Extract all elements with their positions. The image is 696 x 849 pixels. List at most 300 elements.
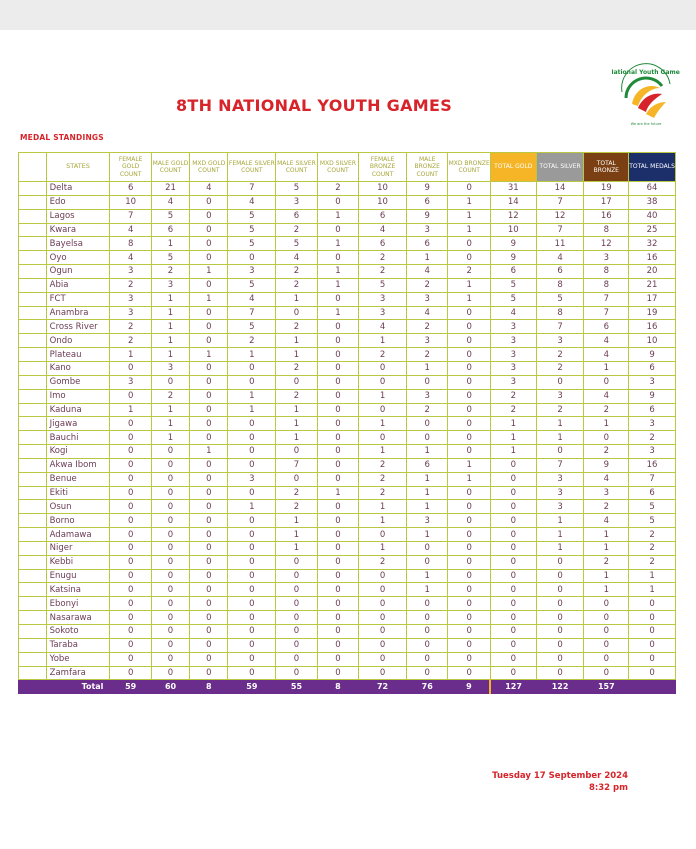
medal-count: 0 [190,209,228,223]
medal-count: 0 [490,541,536,555]
medal-count: 0 [317,389,358,403]
table-row [19,583,676,597]
medal-count: 0 [536,625,584,639]
totals-label: Total [46,680,110,694]
total-male-gold: 60 [151,680,189,694]
medal-count: 0 [276,555,317,569]
header-female-silver: FEMALE SILVER COUNT [228,153,276,182]
state-name: Bauchi [46,431,110,445]
medal-count: 0 [317,500,358,514]
medal-count: 20 [629,265,676,279]
medal-count: 0 [190,431,228,445]
medal-count: 0 [228,361,276,375]
medal-count: 0 [490,611,536,625]
medal-count: 1 [228,500,276,514]
row-spacer [19,652,47,666]
medal-count: 2 [151,389,189,403]
medal-count: 2 [359,265,407,279]
medal-count: 1 [228,403,276,417]
state-name: Ebonyi [46,597,110,611]
medal-count: 0 [448,306,491,320]
medal-count: 1 [359,334,407,348]
state-name: Kwara [46,223,110,237]
medal-count: 16 [629,458,676,472]
medal-count: 2 [490,403,536,417]
medal-count: 1 [190,292,228,306]
medal-count: 0 [584,597,629,611]
medal-count: 0 [110,541,151,555]
medal-count: 25 [629,223,676,237]
total-total-bronze: 157 [584,680,629,694]
header-total-medals: TOTAL MEDALS [629,153,676,182]
medal-count: 5 [490,278,536,292]
medal-count: 0 [317,375,358,389]
medal-count: 3 [276,195,317,209]
medal-count: 1 [317,237,358,251]
medal-count: 0 [190,403,228,417]
medal-count: 0 [629,611,676,625]
state-name: Osun [46,500,110,514]
table-row [19,223,676,237]
medal-count: 0 [359,652,407,666]
medal-count: 0 [490,555,536,569]
medal-count: 3 [584,486,629,500]
medal-count: 1 [584,528,629,542]
medal-count: 1 [276,348,317,362]
medal-count: 0 [151,555,189,569]
medal-count: 2 [584,445,629,459]
medal-count: 31 [490,182,536,196]
medal-count: 0 [359,403,407,417]
medal-count: 2 [629,541,676,555]
medal-count: 1 [406,500,447,514]
table-row [19,251,676,265]
medal-count: 0 [276,583,317,597]
medal-count: 0 [448,251,491,265]
medal-count: 0 [190,528,228,542]
medal-count: 1 [276,541,317,555]
medal-count: 0 [276,472,317,486]
table-row [19,638,676,652]
medal-count: 0 [490,583,536,597]
medal-count: 0 [406,611,447,625]
medal-count: 0 [276,375,317,389]
medal-count: 5 [228,209,276,223]
medal-count: 0 [110,417,151,431]
medal-count: 0 [317,472,358,486]
medal-count: 2 [276,486,317,500]
medal-count: 0 [190,583,228,597]
medal-count: 0 [317,292,358,306]
medal-count: 5 [228,237,276,251]
medal-count: 3 [536,389,584,403]
medal-count: 0 [228,528,276,542]
medal-count: 0 [190,361,228,375]
medal-count: 0 [110,555,151,569]
row-spacer [19,555,47,569]
medal-count: 7 [629,472,676,486]
medal-count: 10 [629,334,676,348]
state-name: Kebbi [46,555,110,569]
medal-count: 3 [490,320,536,334]
medal-count: 2 [359,251,407,265]
medal-count: 0 [151,583,189,597]
medal-count: 0 [151,611,189,625]
state-name: Enugu [46,569,110,583]
medal-count: 1 [359,445,407,459]
medal-count: 2 [359,458,407,472]
medal-count: 0 [536,555,584,569]
medal-count: 0 [406,541,447,555]
medal-count: 0 [317,625,358,639]
medal-count: 0 [317,403,358,417]
medal-count: 3 [406,292,447,306]
row-spacer [19,251,47,265]
medal-count: 1 [584,583,629,597]
table-row [19,500,676,514]
table-row [19,611,676,625]
table-row [19,209,676,223]
medal-count: 12 [490,209,536,223]
state-name: FCT [46,292,110,306]
medal-count: 0 [110,445,151,459]
header-male-gold: MALE GOLD COUNT [151,153,189,182]
row-spacer [19,541,47,555]
medal-count: 1 [190,445,228,459]
row-spacer [19,292,47,306]
medal-count: 0 [359,569,407,583]
medal-count: 8 [584,265,629,279]
row-spacer [19,638,47,652]
medal-count: 0 [190,638,228,652]
medal-count: 0 [151,445,189,459]
medal-count: 1 [406,445,447,459]
state-name: Borno [46,514,110,528]
medal-count: 3 [110,265,151,279]
medal-count: 2 [359,472,407,486]
medal-count: 0 [228,611,276,625]
medal-count: 5 [629,514,676,528]
medal-count: 0 [190,375,228,389]
medal-count: 17 [584,195,629,209]
medal-count: 0 [317,458,358,472]
totals-spacer [19,680,47,694]
medal-count: 0 [584,666,629,680]
medal-count: 0 [276,597,317,611]
medal-count: 0 [110,361,151,375]
medal-count: 2 [406,403,447,417]
medal-count: 1 [448,223,491,237]
medal-count: 32 [629,237,676,251]
medal-count: 3 [110,292,151,306]
medal-count: 2 [276,265,317,279]
medal-count: 0 [448,334,491,348]
medal-count: 0 [629,638,676,652]
page-subtitle: MEDAL STANDINGS [20,133,104,142]
medal-count: 14 [490,195,536,209]
medal-count: 1 [490,445,536,459]
medal-count: 3 [536,486,584,500]
medal-count: 0 [190,472,228,486]
medal-count: 3 [406,389,447,403]
top-bar [0,0,696,30]
medal-count: 0 [536,569,584,583]
medal-count: 1 [276,514,317,528]
medal-count: 0 [317,611,358,625]
medal-count: 2 [359,555,407,569]
medal-count: 2 [406,278,447,292]
row-spacer [19,486,47,500]
header-mxd-gold: MXD GOLD COUNT [190,153,228,182]
header-total-gold: TOTAL GOLD [490,153,536,182]
medal-count: 5 [228,320,276,334]
header-female-gold: FEMALE GOLD COUNT [110,153,151,182]
medal-count: 0 [490,638,536,652]
medal-count: 0 [190,500,228,514]
medal-count: 16 [584,209,629,223]
medal-count: 0 [536,597,584,611]
medal-count: 0 [110,389,151,403]
table-row [19,528,676,542]
state-name: Taraba [46,638,110,652]
medal-count: 0 [448,569,491,583]
medal-count: 2 [584,555,629,569]
medal-count: 0 [110,514,151,528]
medal-count: 0 [190,334,228,348]
medal-count: 1 [151,306,189,320]
medal-count: 0 [190,223,228,237]
medal-count: 2 [110,334,151,348]
medal-count: 3 [536,472,584,486]
row-spacer [19,500,47,514]
table-row [19,625,676,639]
medal-count: 1 [406,583,447,597]
medal-count: 1 [536,417,584,431]
medal-count: 2 [151,265,189,279]
medal-count: 40 [629,209,676,223]
medal-count: 1 [584,417,629,431]
medal-count: 0 [584,375,629,389]
report-timestamp [492,770,628,794]
row-spacer [19,431,47,445]
medal-count: 0 [317,445,358,459]
medal-count: 1 [317,306,358,320]
medal-count: 0 [490,500,536,514]
row-spacer [19,306,47,320]
total-total-gold: 127 [490,680,536,694]
medal-count: 0 [276,638,317,652]
medal-count: 1 [406,569,447,583]
medal-count: 0 [448,514,491,528]
row-spacer [19,334,47,348]
table-row [19,569,676,583]
medal-count: 0 [448,320,491,334]
row-spacer [19,569,47,583]
medal-count: 0 [448,638,491,652]
medal-count: 1 [448,458,491,472]
table-row [19,417,676,431]
medal-count: 4 [151,195,189,209]
medal-count: 1 [448,292,491,306]
medal-count: 1 [151,417,189,431]
state-name: Ondo [46,334,110,348]
table-row [19,666,676,680]
medal-count: 0 [490,625,536,639]
medal-count: 3 [406,334,447,348]
state-name: Abia [46,278,110,292]
medal-count: 5 [490,292,536,306]
medal-count: 0 [448,583,491,597]
medal-count: 1 [536,528,584,542]
medal-count: 3 [406,223,447,237]
state-name: Kano [46,361,110,375]
medal-count: 4 [584,389,629,403]
state-name: Benue [46,472,110,486]
medal-count: 7 [228,306,276,320]
medal-count: 4 [228,292,276,306]
medal-count: 0 [490,458,536,472]
medal-count: 4 [536,251,584,265]
medal-count: 0 [151,472,189,486]
medal-count: 6 [406,458,447,472]
medal-count: 0 [190,514,228,528]
medal-count: 1 [317,278,358,292]
totals-row [19,680,676,694]
medal-count: 0 [151,652,189,666]
row-spacer [19,278,47,292]
medal-count: 0 [629,597,676,611]
medal-count: 0 [448,666,491,680]
medal-count: 0 [536,666,584,680]
medal-count: 3 [110,375,151,389]
medal-count: 4 [110,251,151,265]
row-spacer [19,583,47,597]
table-row [19,320,676,334]
medal-count: 0 [359,528,407,542]
medal-count: 0 [448,431,491,445]
medal-count: 0 [448,611,491,625]
medal-count: 0 [359,583,407,597]
medal-count: 3 [490,334,536,348]
medal-count: 0 [228,555,276,569]
medal-count: 0 [110,652,151,666]
medal-count: 0 [151,375,189,389]
medal-count: 0 [151,514,189,528]
medal-count: 1 [406,361,447,375]
medal-count: 0 [110,500,151,514]
medal-count: 0 [228,458,276,472]
medal-count: 1 [151,334,189,348]
table-row [19,486,676,500]
medal-count: 0 [536,652,584,666]
medal-count: 2 [406,348,447,362]
medal-count: 0 [359,431,407,445]
total-mxd-gold: 8 [190,680,228,694]
medal-count: 1 [110,403,151,417]
medal-count: 9 [406,182,447,196]
medal-count: 7 [536,320,584,334]
state-name: Nasarawa [46,611,110,625]
medal-count: 2 [317,182,358,196]
medal-count: 1 [584,569,629,583]
medal-count: 0 [359,361,407,375]
header-total-silver: TOTAL SILVER [536,153,584,182]
header-spacer [19,153,47,182]
medal-count: 1 [228,348,276,362]
medal-count: 7 [536,458,584,472]
medal-count: 4 [110,223,151,237]
medal-count: 6 [490,265,536,279]
medal-count: 0 [317,569,358,583]
medal-count: 1 [490,417,536,431]
medal-count: 1 [190,265,228,279]
total-female-gold: 59 [110,680,151,694]
medal-count: 0 [276,611,317,625]
medal-count: 7 [536,195,584,209]
medal-count: 3 [584,251,629,265]
medal-count: 6 [406,237,447,251]
medal-count: 0 [190,306,228,320]
medal-count: 0 [536,638,584,652]
medal-count: 1 [359,389,407,403]
medal-count: 0 [151,528,189,542]
medal-count: 14 [536,182,584,196]
medal-count: 3 [490,361,536,375]
medal-count: 3 [536,334,584,348]
medal-count: 0 [406,375,447,389]
table-row [19,445,676,459]
medal-count: 21 [151,182,189,196]
medal-count: 0 [406,431,447,445]
medal-count: 1 [317,265,358,279]
medal-count: 1 [584,541,629,555]
medal-count: 0 [228,486,276,500]
medal-count: 0 [110,486,151,500]
medal-count: 1 [359,514,407,528]
row-spacer [19,528,47,542]
table-row [19,652,676,666]
medal-count: 1 [406,486,447,500]
row-spacer [19,265,47,279]
medal-count: 0 [110,638,151,652]
state-name: Edo [46,195,110,209]
medal-count: 1 [536,431,584,445]
medal-count: 0 [228,431,276,445]
medal-count: 1 [448,278,491,292]
medal-count: 1 [448,195,491,209]
header-male-bronze: MALE BRONZE COUNT [406,153,447,182]
medal-count: 0 [151,541,189,555]
medal-count: 1 [584,361,629,375]
medal-count: 0 [317,417,358,431]
row-spacer [19,458,47,472]
state-name: Katsina [46,583,110,597]
page-title: 8TH NATIONAL YOUTH GAMES [175,96,453,115]
state-name: Bayelsa [46,237,110,251]
medal-count: 0 [110,431,151,445]
medal-count: 0 [276,652,317,666]
medal-count: 0 [448,652,491,666]
medal-count: 0 [110,625,151,639]
medal-count: 1 [110,348,151,362]
medal-count: 1 [317,209,358,223]
medal-count: 0 [151,597,189,611]
medal-count: 1 [629,583,676,597]
medal-count: 2 [276,320,317,334]
medal-count: 1 [359,500,407,514]
medal-count: 3 [629,375,676,389]
state-name: Plateau [46,348,110,362]
